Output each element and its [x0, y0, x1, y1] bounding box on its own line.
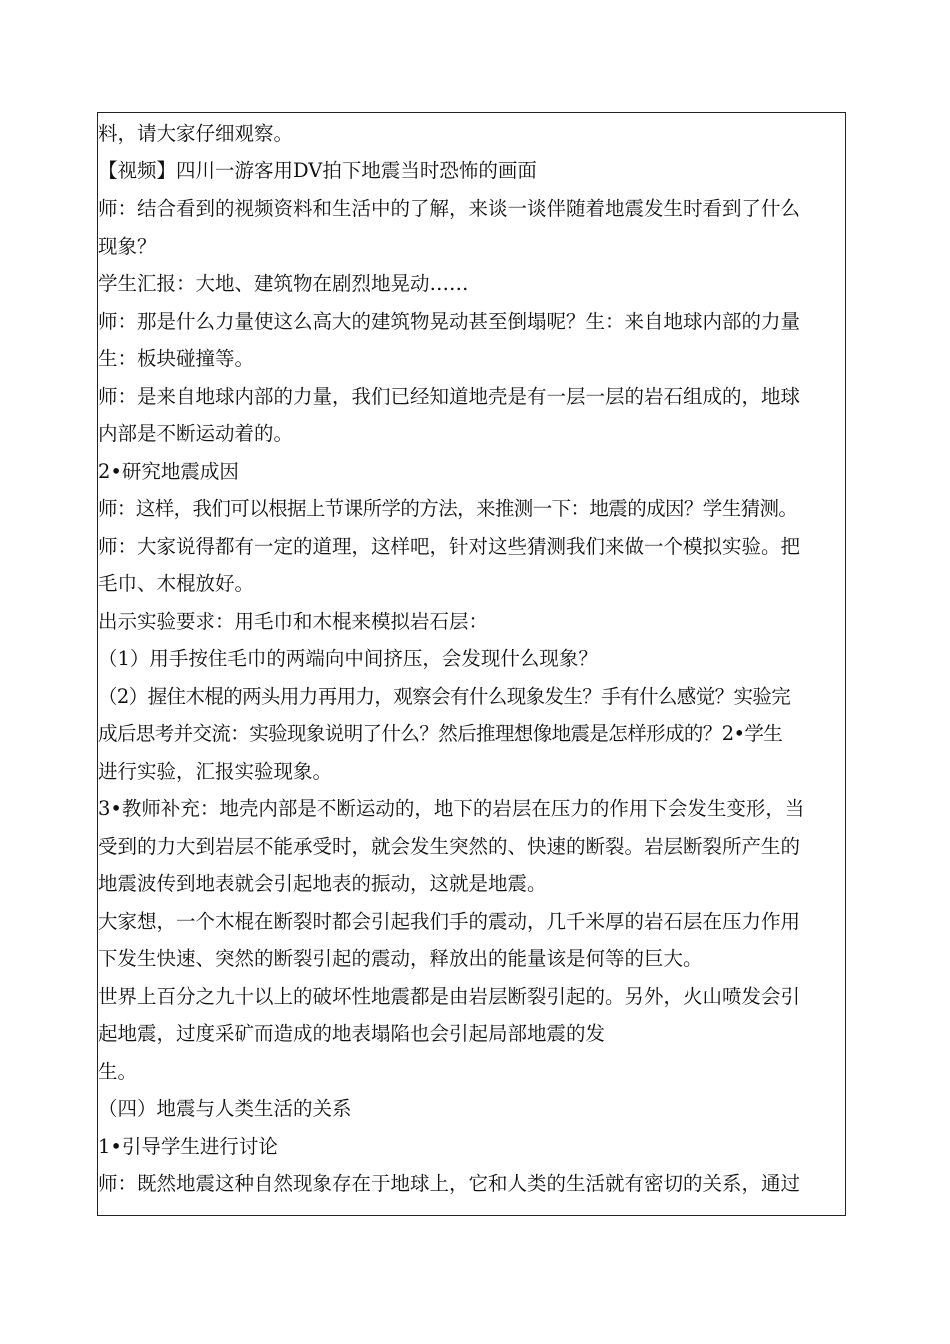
text-line: 生：板块碰撞等。: [98, 347, 255, 370]
text-line: 师：大家说得都有一定的道理，这样吧，针对这些猜测我们来做一个模拟实验。把: [98, 535, 801, 558]
text-line: 师：既然地震这种自然现象存在于地球上，它和人类的生活就有密切的关系，通过: [98, 1172, 801, 1195]
text-line: 现象？: [98, 235, 157, 258]
text-line: 师：是来自地球内部的力量，我们已经知道地壳是有一层一层的岩石组成的，地球: [98, 385, 801, 408]
section-heading: 2•研究地震成因: [98, 460, 239, 483]
text-line: （2）握住木棍的两头用力再用力，观察会有什么现象发生？手有什么感觉？实验完: [98, 685, 791, 708]
text-line: 3•教师补充：地壳内部是不断运动的，地下的岩层在压力的作用下会发生变形，当: [98, 797, 805, 820]
text-line: 大家想，一个木棍在断裂时都会引起我们手的震动，几千米厚的岩石层在压力作用: [98, 910, 801, 933]
table-cell-frame: [97, 112, 846, 1216]
section-heading: （四）地震与人类生活的关系: [98, 1097, 352, 1120]
text-line: 出示实验要求：用毛巾和木棍来模拟岩石层：: [98, 610, 489, 633]
text-line: 生。: [98, 1060, 138, 1083]
text-line: （1）用手按住毛巾的两端向中间挤压，会发现什么现象？: [98, 647, 598, 670]
text-line: 受到的力大到岩层不能承受时，就会发生突然的、快速的断裂。岩层断裂所产生的: [98, 835, 801, 858]
text-line: 师：这样，我们可以根据上节课所学的方法，来推测一下：地震的成因？学生猜测。: [98, 497, 798, 520]
text-line: 学生汇报：大地、建筑物在剧烈地晃动……: [98, 272, 469, 295]
text-line: 起地震，过度采矿而造成的地表塌陷也会引起局部地震的发: [98, 1022, 606, 1045]
text-line: 下发生快速、突然的断裂引起的震动，释放出的能量该是何等的巨大。: [98, 947, 703, 970]
text-line: 师：结合看到的视频资料和生活中的了解，来谈一谈伴随着地震发生时看到了什么: [98, 197, 801, 220]
text-line: 毛巾、木棍放好。: [98, 572, 255, 595]
section-heading: 1•引导学生进行讨论: [98, 1135, 278, 1158]
text-line: 成后思考并交流：实验现象说明了什么？然后推理想像地震是怎样形成的？2•学生: [98, 722, 783, 745]
text-line: 地震波传到地表就会引起地表的振动，这就是地震。: [98, 872, 547, 895]
text-line: 进行实验，汇报实验现象。: [98, 760, 333, 783]
text-line: 世界上百分之九十以上的破坏性地震都是由岩层断裂引起的。另外，火山喷发会引: [98, 985, 801, 1008]
text-line: 料，请大家仔细观察。: [98, 122, 294, 145]
text-line: 内部是不断运动着的。: [98, 422, 294, 445]
text-line: 【视频】四川一游客用DV拍下地震当时恐怖的画面: [98, 159, 537, 182]
text-line: 师：那是什么力量使这么高大的建筑物晃动甚至倒塌呢？生：来自地球内部的力量: [98, 310, 801, 333]
